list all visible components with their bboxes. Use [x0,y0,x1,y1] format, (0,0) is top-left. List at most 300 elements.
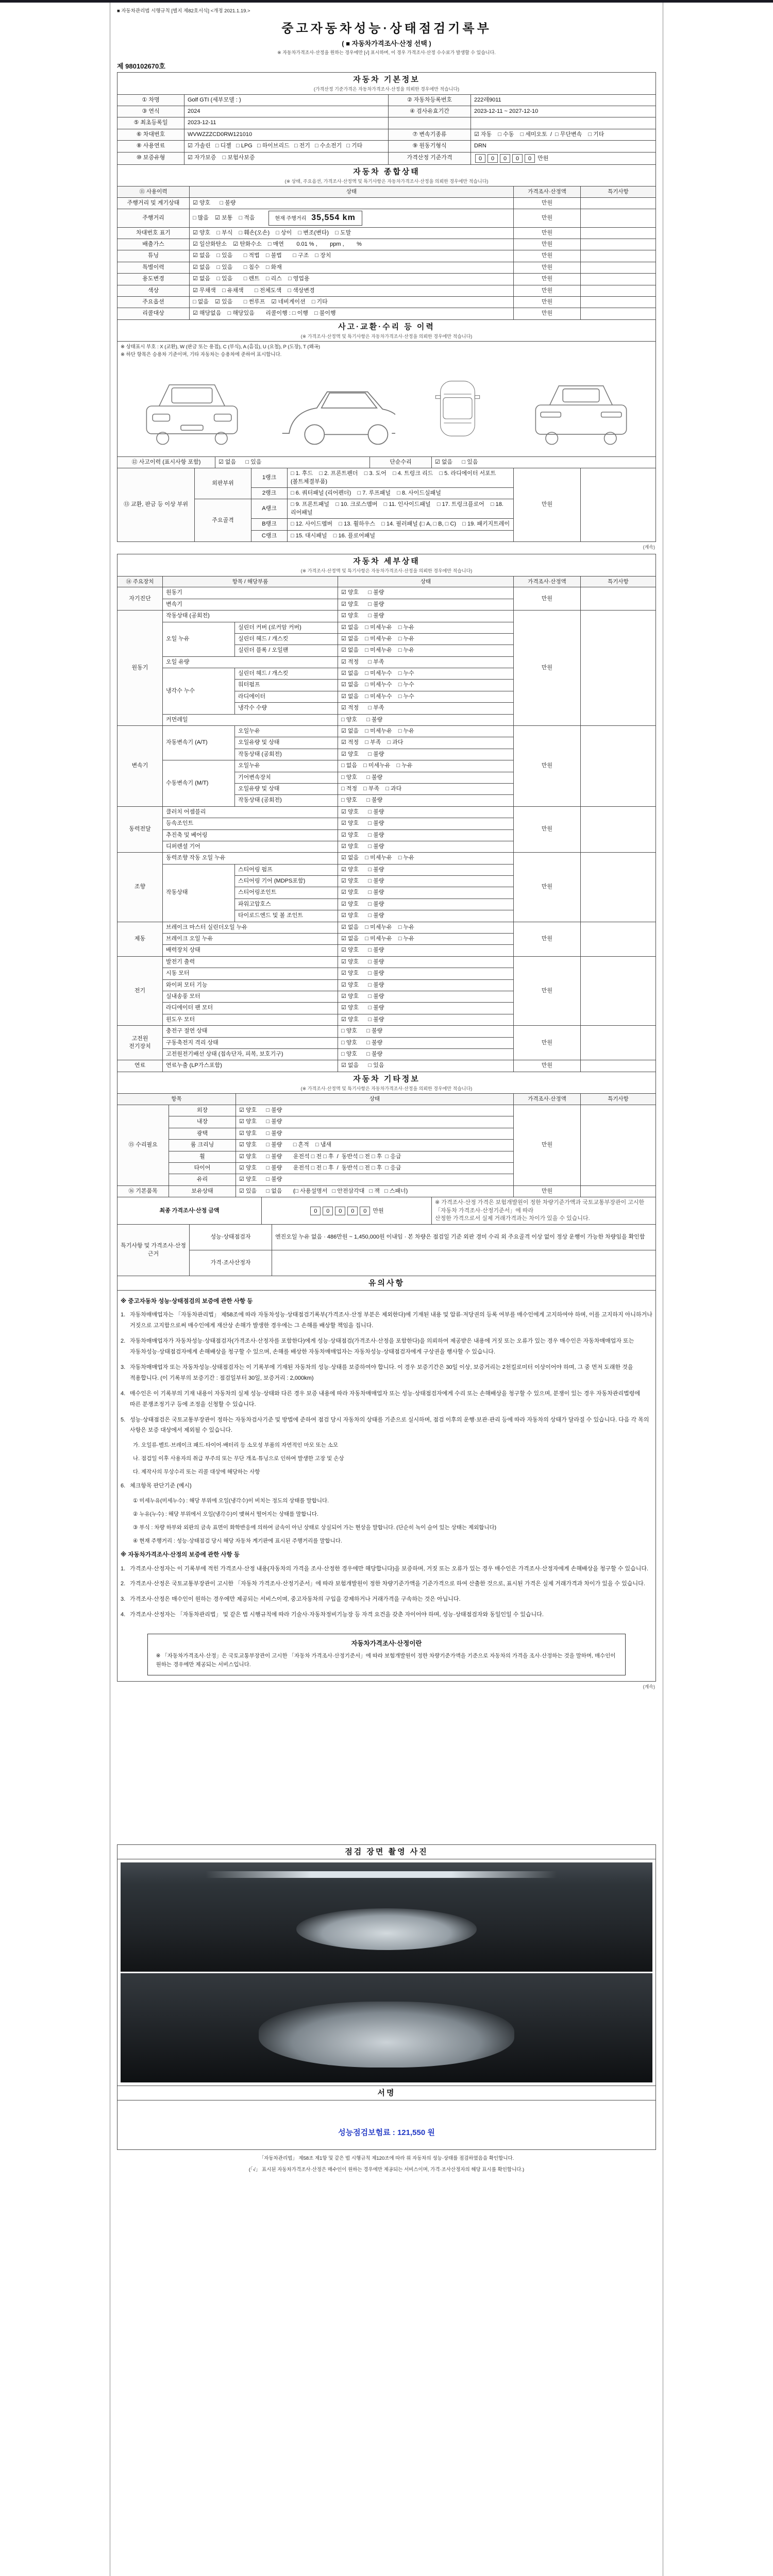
page-subtitle-note: ※ 자동차가격조사·산정을 원하는 경우에만 [√] 표시하며, 이 경우 가격조사·산정 수수료가 발생할 수 있습니다. [277,50,496,55]
detail-state-cell: ☑ 양호 □ 불량 [338,968,514,979]
etc-header-row [117,1094,656,1105]
document [110,3,663,2576]
notice-block2-title: ※ 자동차가격조사·산정의 보증에 관한 사항 등 [121,1552,240,1558]
basic-regno-label: ② 자동차등록번호 [389,94,471,106]
summary-note-cell [581,227,656,239]
basic-items-label: ⑯ 기본품목 [117,1185,169,1197]
etc-state-cell: ☑ 양호 □ 불량 운전석 □ 전 □ 후 / 동반석 □ 전 □ 후 □ 응급 [236,1162,514,1174]
basic-fuel-label: ⑧ 사용연료 [117,141,184,152]
notice-item [121,1481,652,1492]
etc-item-label: 유리 [169,1174,236,1185]
detail-item-label: 등속조인트 [163,818,338,829]
etc-section-title: 자동차 기타정보 [353,1074,420,1083]
detail-header-row [117,576,656,587]
detail-item-label: 원동기 [163,587,338,599]
summary-state-text: ☑ 없음 □ 있음 □ 적법 □ 불법 □ 구조 □ 장치 [193,252,331,259]
diagram-legend-1: ※ 상태표시 부호 : X (교환), W (판금 또는 용접), C (부식), A (흠집), U (요철), P (도장), T (왜곡) [121,344,321,350]
exchange-table [117,468,656,542]
basic-first-value: 2023-12-11 [184,117,389,129]
summary-state-text: □ 많음 ☑ 보통 □ 적음 [193,215,255,222]
summary-price-cell: 만원 [514,274,581,285]
detail-note-cell [580,956,656,1025]
detail-state-cell: ☑ 양호 □ 불량 [338,899,514,910]
detail-state-cell: ☑ 양호 □ 불량 [338,611,514,622]
price-digit-box: 0 [512,154,523,163]
detail-item-label: 배력장치 상태 [163,945,338,956]
detail-device-label: 제동 [117,922,163,956]
rankA-items: □ 9. 프론트패널 □ 10. 크로스멤버 □ 11. 인사이드패널 □ 17. 트렁크플로어 □ 18. 리어패널 [288,499,514,519]
detail-price-cell: 만원 [513,611,580,726]
rank1-label: 1랭크 [251,468,288,488]
basic-first-label: ⑤ 최초등록일 [117,117,184,129]
detail-state-cell: □ 양호 □ 불량 [338,772,514,783]
detail-device-label: 연료 [117,1060,163,1072]
basic-baseprice-value [471,152,656,164]
repair-needed-label: ⑮ 수리필요 [117,1105,169,1186]
legal-footer-line-2: (「√」 표시된 자동차가격조사·산정은 매수인이 원하는 경우에만 제공되는 서비스이며, 가격·조사산정자의 해당 표시를 확인합니다.) [248,2167,525,2173]
summary-price-cell: 만원 [514,250,581,262]
detail-subitem-label: 기어변속장치 [235,772,338,783]
summary-price-cell: 만원 [514,197,581,209]
price-digit-box: 0 [347,1207,358,1215]
summary-state-text: ☑ 무채색 □ 유채색 □ 전체도색 □ 색상변경 [193,287,315,294]
car-rear-diagram [520,365,642,452]
etc-section-band [117,1072,656,1094]
price-digit-box: 0 [500,154,510,163]
detail-note-cell [580,1060,656,1072]
notices-content [117,1291,656,1682]
exchange-price: 만원 [514,468,581,542]
summary-item-label: 특별이력 [117,262,190,273]
detail-device-label: 고전원 전기장치 [117,1026,163,1060]
detail-state-cell: ☑ 없음 □ 미세누유 □ 누유 [338,633,514,645]
notice-list-1 [121,1310,652,1546]
notice-item [121,1388,652,1410]
continued-marker: (계속) [643,545,655,550]
detail-section-note: (※ 가격조사·산정액 및 특기사항은 자동차가격조사·산정을 의뢰한 경우에만 적습니다) [300,568,473,574]
etc-item-label: 광택 [169,1128,236,1139]
detail-device-label: 변속기 [117,726,163,807]
detail-item-label: 시동 모터 [163,968,338,979]
basic-items-sublabel: 보유상태 [169,1185,236,1197]
detail-price-cell: 만원 [513,587,580,611]
summary-section-band [117,164,656,187]
summary-item-label: 튜닝 [117,250,190,262]
insurance-premium-label: 성능점검보험료 : [338,2128,395,2138]
rankB-items: □ 12. 사이드멤버 □ 13. 휠하우스 □ 14. 필러패널 (□ A, □ B, □ C) □ 19. 패키지트레이 [288,519,514,530]
detail-subitem-label: 실린더 헤드 / 개스킷 [235,633,338,645]
summary-item-label: 주요옵션 [117,296,190,308]
summary-state-text: ☑ 해당없음 □ 해당있음 리콜이행 : □ 이행 □ 불이행 [193,310,336,317]
detail-row [117,1060,656,1072]
detail-state-cell: ☑ 양호 □ 불량 [338,956,514,968]
etc-state-cell: ☑ 양호 □ 불량 [236,1105,514,1116]
simple-repair-label: 단순수리 [370,456,432,468]
legal-footer-line-1: 「자동차관리법」 제58조 제1항 및 같은 법 시행규칙 제120조에 따라 위 자동차의 성능·상태를 점검하였음을 확인합니다. [259,2156,514,2162]
current-mileage-label: 현재 주행거리 [275,216,307,222]
summary-row [117,227,656,239]
detail-subitem-label: 실린더 커버 (로커암 커버) [235,622,338,633]
accident-history-label: ⑫ 사고이력 (표시사항 포함) [117,456,215,468]
notice-item-text: 가격조사·산정은 매수인이 원하는 경우에만 제공되는 서비스이며, 중고자동차의 구입을 강제하거나 거래가격을 구속하는 것은 아닙니다. [130,1596,461,1603]
summary-note-cell [581,285,656,296]
summary-state-text: ☑ 양호 □ 불량 [193,199,236,206]
detail-subitem-label: 오일유량 및 상태 [235,783,338,794]
detail-state-cell: ☑ 없음 □ 미세누유 □ 누유 [338,726,514,737]
detail-item-label: 자동변속기 (A/T) [163,726,235,760]
detail-item-label: 발전기 출력 [163,956,338,968]
summary-item-label: 차대번호 표기 [117,227,190,239]
notice-item-text: 자동차매매업자는 「자동차관리법」 제58조에 따라 자동차성능·상태점검기록부(가격조사·산정 부분은 제외한다)에 기재된 내용 및 압류·저당권의 등록 여부를 매수인에게 고지하여야 하며, 이를 고지하지 아니하거나 거짓으로 고지함으로써 매수인에게 재산상 손해가 발생한 경우에는 그 손해를 배상할 책임을 집니다. [130,1312,652,1329]
car-front-diagram [131,365,253,452]
price-digit-box: 0 [335,1207,345,1215]
photos-band [117,1845,656,1859]
summary-state-text: ☑ 양호 □ 부식 □ 훼손(오손) □ 상이 □ 변조(변타) □ 도말 [193,229,351,236]
notice-item [121,1594,652,1605]
rankC-items: □ 15. 대시패널 □ 16. 플로어패널 [288,530,514,541]
detail-state-cell: □ 양호 □ 불량 [338,1037,514,1048]
notice-subitem: 다. 제작사의 무상수리 또는 리콜 대상에 해당하는 사항 [133,1469,260,1476]
summary-state-text: ☑ 일산화탄소 ☑ 탄화수소 □ 매연 0.01 % , ppm , % [193,241,362,247]
accident-history-value: ☑ 없음 □ 있음 [215,456,370,468]
detail-item-label: 와이퍼 모터 기능 [163,979,338,991]
baseprice-unit: 만원 [537,155,549,161]
detail-col-device: ⑭ 주요장치 [117,576,163,587]
detail-note-cell [580,922,656,956]
notices-band [117,1276,656,1291]
basic-vin-label: ⑥ 차대번호 [117,129,184,140]
car-diagram-cell [117,342,656,457]
detail-subitem-label: 파워고압호스 [235,899,338,910]
etc-state-cell: ☑ 양호 □ 불량 [236,1116,514,1128]
notice-item-number: 4. [121,1390,126,1397]
detail-item-label: 오일 누유 [163,622,235,656]
outer-panel-label: 외판부위 [195,468,251,499]
basic-engine-value: DRN [471,141,656,152]
basic-trans-label: ⑦ 변속기종류 [389,129,471,140]
document-number: 제 980102670호 [117,62,165,70]
notice-subitem: ④ 현재 주행거리 : 성능·상태점검 당시 해당 자동차 계기판에 표시된 주행거리를 말합니다. [133,1537,342,1544]
rankB-label: B랭크 [251,519,288,530]
etc-section-note: (※ 가격조사·산정액 및 특기사항은 자동차가격조사·산정을 의뢰한 경우에만 적습니다) [300,1086,473,1091]
photos-title: 점검 장면 촬영 사진 [345,1848,428,1857]
summary-note-cell [581,209,656,227]
detail-row [117,853,656,864]
rank2-items: □ 6. 쿼터패널 (리어펜더) □ 7. 루프패널 □ 8. 사이드실패널 [288,488,514,499]
detail-state-cell: □ 양호 □ 불량 [338,714,514,725]
detail-state-cell: □ 양호 □ 불량 [338,1026,514,1037]
detail-price-cell: 만원 [513,1026,580,1060]
basic-name-label: ① 차명 [117,94,184,106]
detail-price-cell: 만원 [513,806,580,853]
final-price-table [117,1197,656,1225]
detail-subitem-label: 오일누유 [235,760,338,772]
detail-state-cell: ☑ 없음 □ 미세누수 □ 누수 [338,668,514,680]
summary-note-cell [581,239,656,250]
summary-price-cell: 만원 [514,308,581,319]
detail-subitem-label: 스티어링조인트 [235,887,338,899]
detail-state-cell: ☑ 양호 □ 불량 [338,910,514,922]
detail-subitem-label: 작동상태 (공회전) [235,795,338,806]
summary-row [117,274,656,285]
summary-col-item: ⑪ 사용이력 [117,187,190,198]
notice-item-number: 5. [121,1416,126,1423]
notice-item-number: 1. [121,1565,126,1572]
detail-subitem-label: 워터펌프 [235,680,338,691]
summary-state-cell [190,250,514,262]
detail-subitem-label: 실린더 블록 / 오일팬 [235,645,338,656]
summary-item-label: 배출가스 [117,239,190,250]
summary-state-cell [190,285,514,296]
etc-price-cell: 만원 [513,1105,580,1186]
detail-state-cell: ☑ 양호 □ 불량 [338,887,514,899]
inspection-photo-1 [121,1862,652,1972]
notices-table [117,1276,656,1682]
etc-state-cell: ☑ 양호 □ 불량 □ 흔적 □ 냄새 [236,1140,514,1151]
detail-row [117,956,656,968]
summary-state-cell [190,308,514,319]
final-price-value [262,1197,432,1225]
basic-items-state: ☑ 있음 □ 없음 (□ 사용설명서 □ 안전삼각대 □ 잭 □ 스패너) [236,1185,514,1197]
etc-item-label: 타이어 [169,1162,236,1174]
etc-col-price: 가격조사·산정액 [513,1094,580,1105]
detail-item-label: 연료누출 (LP가스포함) [163,1060,338,1072]
basic-year-label: ③ 연식 [117,106,184,117]
accident-section-title: 사고·교환·수리 등 이력 [338,322,435,331]
detail-device-label: 원동기 [117,611,163,726]
detail-state-cell: ☑ 양호 □ 불량 [338,599,514,610]
summary-row [117,250,656,262]
etc-note-cell [580,1105,656,1186]
summary-row [117,308,656,319]
appraiser-remark [272,1250,656,1276]
detail-subitem-label: 타이로드엔드 및 볼 조인트 [235,910,338,922]
notice-item-text: 자동차매매업자가 자동차성능·상태점검자(가격조사·산정자를 포함한다)에게 성능·상태점검(가격조사·산정을 포함한다)을 의뢰하여 제공받은 내용에 거짓 또는 오류가 있는 경우 매수인은 자동차매매업자 또는 자동차성능·상태점검자에게 손해배상을 청구할 수 있으며, 손해를 배상한 자동차매매업자는 자동차성능·상태점검자에게 구상권을 행사할 수 있습니다. [130,1338,634,1355]
detail-item-label: 클러치 어셈블리 [163,806,338,818]
car-top-diagram [416,362,499,455]
summary-price-cell: 만원 [514,296,581,308]
detail-row [117,922,656,933]
summary-state-cell [190,239,514,250]
detail-state-cell: ☑ 양호 □ 불량 [338,876,514,887]
detail-note-cell [580,587,656,611]
insurance-premium-value: 121,550 원 [397,2128,435,2138]
summary-row [117,197,656,209]
summary-col-price: 가격조사·산정액 [514,187,581,198]
etc-state-cell: ☑ 양호 □ 불량 운전석 □ 전 □ 후 / 동반석 □ 전 □ 후 □ 응급 [236,1151,514,1162]
notice-item [121,1415,652,1436]
rank1-items: □ 1. 후드 □ 2. 프론트펜더 □ 3. 도어 □ 4. 트렁크 리드 □ 5. 라디에이터 서포트 (볼트체결부품) [288,468,514,488]
notice-list-2 [121,1564,652,1621]
summary-note-cell [581,250,656,262]
detail-state-cell: ☑ 적정 □ 부족 [338,656,514,668]
price-digit-box: 0 [360,1207,370,1215]
detail-note-cell [580,853,656,922]
summary-price-cell: 만원 [514,285,581,296]
basic-valid-value: 2023-12-11 ~ 2027-12-10 [471,106,656,117]
detail-price-cell: 만원 [513,1060,580,1072]
summary-price-cell: 만원 [514,239,581,250]
page-title: 중고자동차성능·상태점검기록부 [281,22,492,36]
detail-state-cell: ☑ 없음 □ 있음 [338,1060,514,1072]
notice-item-text: 성능·상태점검은 국토교통부장관이 정하는 자동차검사기준 및 방법에 준하여 점검 당시 자동차의 상태를 기준으로 실시하며, 점검 이후의 운행·보관·관리 등에 따라 자동차의 상태가 달라질 수 있습니다. 다음 각 목의 사항은 보증 대상에서 제외될 수 있습니다. [130,1416,649,1434]
continued-marker-2: (계속) [643,1684,655,1690]
detail-device-label: 조향 [117,853,163,922]
detail-subitem-label: 냉각수 수량 [235,703,338,714]
insurance-premium [121,2127,652,2138]
summary-note-cell [581,296,656,308]
detail-state-cell: ☑ 적정 □ 부족 [338,703,514,714]
etc-item-label: 룸 크리닝 [169,1140,236,1151]
detail-item-label: 동력조향 작동 오일 누유 [163,853,338,864]
detail-item-label: 충전구 절연 상태 [163,1026,338,1037]
notice-item-number: 3. [121,1596,126,1603]
summary-note-cell [581,308,656,319]
summary-item-label: 주행거리 및 계기상태 [117,197,190,209]
detail-item-label: 고전원전기배선 상태 (접속단자, 피복, 보호기구) [163,1048,338,1060]
exchange-label: ⑬ 교환, 판금 등 이상 부위 [117,468,195,542]
detail-item-label: 라디에이터 팬 모터 [163,1003,338,1014]
detail-item-label: 디퍼렌셜 기어 [163,841,338,852]
notice-item-number: 6. [121,1482,126,1489]
detail-note-cell [580,611,656,726]
page-subtitle: ( ■ 자동차가격조사·산정 선택 ) [342,40,431,47]
etc-table [117,1072,656,1197]
notice-item [121,1609,652,1620]
accident-table [117,319,656,469]
basic-items-note [580,1185,656,1197]
current-mileage-value: 35,554 km [311,213,356,223]
detail-subitem-label: 실린더 헤드 / 개스킷 [235,668,338,680]
basic-engine-label: ⑨ 원동기형식 [389,141,471,152]
etc-item-label: 외장 [169,1105,236,1116]
detail-section-title: 자동차 세부상태 [353,557,420,566]
summary-item-label: 용도변경 [117,274,190,285]
final-price-digit-boxes [309,1208,371,1214]
photos-table [117,1844,656,2086]
detail-col-price: 가격조사·산정액 [513,576,580,587]
detail-state-cell: ☑ 양호 □ 불량 [338,1003,514,1014]
summary-section-title: 자동차 종합상태 [353,167,420,176]
accident-section-note: (※ 가격조사·산정액 및 특기사항은 자동차가격조사·산정을 의뢰한 경우에만 적습니다) [300,333,473,339]
detail-state-cell: ☑ 없음 □ 미세누유 □ 누유 [338,645,514,656]
detail-state-cell: □ 적정 □ 부족 □ 과다 [338,783,514,794]
detail-state-cell: ☑ 양호 □ 불량 [338,979,514,991]
summary-row [117,209,656,227]
notice-item-text: 체크항목 판단기준 (예시) [130,1482,192,1489]
summary-state-text: ☑ 없음 □ 있음 □ 렌트 □ 리스 □ 영업용 [193,276,310,282]
rank2-label: 2랭크 [251,488,288,499]
detail-item-label: 냉각수 누수 [163,668,235,715]
summary-state-cell [190,209,514,227]
detail-row [117,587,656,599]
detail-subitem-label: 오일누유 [235,726,338,737]
detail-state-cell: ☑ 양호 □ 불량 [338,945,514,956]
basic-fuel-value: ☑ 가솔린 □ 디젤 □ LPG □ 하이브리드 □ 전기 □ 수소전기 □ 기타 [184,141,389,152]
summary-item-label: 색상 [117,285,190,296]
final-price-note: ※ 가격조사·산정 가격은 보험개발원이 정한 차량기준가액과 국토교통부장관이 고시한 「자동차 가격조사·산정기준서」에 따라 산정한 가격으로서 실제 거래가격과는 차이가 있을 수 있습니다. [432,1197,656,1225]
detail-state-cell: ☑ 양호 □ 불량 [338,841,514,852]
detail-state-cell: ☑ 양호 □ 불량 [338,806,514,818]
detail-col-item: 항목 / 해당부품 [163,576,338,587]
summary-price-cell: 만원 [514,209,581,227]
notice-item [121,1362,652,1384]
car-diagrams [121,362,652,455]
detail-price-cell: 만원 [513,922,580,956]
basic-items-row [117,1185,656,1197]
etc-col-item: 항목 [117,1094,236,1105]
notice-subitem: 가. 오일류·벨트·브레이크 패드·타이어·배터리 등 소모성 부품의 자연적인 마모 또는 소모 [133,1442,339,1449]
summary-state-text: ☑ 없음 □ 있음 □ 침수 □ 화재 [193,264,282,270]
detail-device-label: 전기 [117,956,163,1025]
detail-state-cell: ☑ 양호 □ 불량 [338,991,514,1003]
detail-state-cell: □ 없음 □ 미세누유 □ 누유 [338,760,514,772]
notice-block1-title: ※ 중고자동차 성능·상태점검의 보증에 관한 사항 등 [121,1298,253,1305]
summary-section-note: (※ 상태, 주요옵션, 가격조사·산정액 및 특기사항은 자동차가격조사·산정을 의뢰한 경우에만 적습니다) [284,178,489,184]
detail-item-label: 구동축전지 격리 상태 [163,1037,338,1048]
detail-item-label: 브레이크 오일 누유 [163,934,338,945]
detail-state-cell: ☑ 양호 □ 불량 [338,864,514,875]
inspection-photo-2 [121,1973,652,2082]
detail-item-label: 수동변속기 (M/T) [163,760,235,807]
detail-device-label: 자기진단 [117,587,163,611]
photos-cell [117,1859,656,2086]
summary-row [117,262,656,273]
price-appraisal-info-box [147,1634,626,1675]
notice-item-number: 4. [121,1612,126,1618]
detail-state-cell: ☑ 없음 □ 미세누유 □ 누유 [338,853,514,864]
detail-col-note: 특기사항 [580,576,656,587]
basic-section-note: (가격산정 기준가격은 자동차가격조사·산정을 의뢰한 경우에만 적습니다) [313,87,460,92]
summary-col-note: 특기사항 [581,187,656,198]
detail-note-cell [580,806,656,853]
detail-subitem-label: 작동상태 (공회전) [235,749,338,760]
car-side-diagram [274,365,395,452]
notice-item-number: 1. [121,1312,126,1318]
notice-item-text: 매수인은 이 기록부의 기재 내용이 자동차의 실제 성능·상태와 다른 경우 보증 내용에 따라 자동차매매업자 또는 성능·상태점검자에게 수리 또는 손해배상을 청구할 수 있으며, 분쟁이 있는 경우 자동차관리법령에 따른 분쟁조정기구 등에 조정을 신청할 수 있습니다. [130,1390,640,1408]
price-digit-box: 0 [323,1207,333,1215]
detail-price-cell: 만원 [513,956,580,1025]
detail-subitem-label: 오일유량 및 상태 [235,737,338,749]
simple-repair-value: ☑ 없음 □ 있음 [432,456,656,468]
baseprice-digit-boxes [474,155,536,161]
notice-item-text: 가격조사·산정은 국토교통부장관이 고시한 「자동차 가격조사·산정기준서」에 따라 보험개발원이 정한 차량기준가액을 기준가격으로 하여 산출한 것으로, 표시된 가격은 실제 거래가격과 차이가 있을 수 있습니다. [130,1581,645,1587]
etc-item-label: 휠 [169,1151,236,1162]
signature-table [117,2086,656,2150]
detail-state-cell: □ 양호 □ 불량 [338,1048,514,1060]
notice-item [121,1310,652,1331]
etc-item-label: 내장 [169,1116,236,1128]
notice-subitem: 나. 점검일 이후 사용자의 취급 부주의 또는 무단 개조·튜닝으로 인하여 발생한 고장 및 손상 [133,1455,344,1462]
detail-item-label: 윈도우 모터 [163,1014,338,1025]
inspector-label: 성능·상태점검자 [190,1225,272,1250]
detail-state-cell: ☑ 없음 □ 미세누유 □ 누유 [338,934,514,945]
summary-row [117,239,656,250]
summary-note-cell [581,262,656,273]
signature-band [117,2086,656,2100]
accident-section-band [117,319,656,342]
form-ref-note: ■ 자동차관리법 시행규칙 [별지 제82호서식] <개정 2021.1.19.> [117,8,250,14]
summary-table [117,164,656,320]
basic-baseprice-label: 가격산정 기준가격 [389,152,471,164]
detail-item-label: 오일 유량 [163,656,338,668]
etc-col-state: 상태 [236,1094,514,1105]
inspector-remark: 엔진오일 누유 없음 · 486만원 ~ 1,450,000원 이내임 · 본 차량은 점검일 기준 외판 경미 수리 외 주요골격 이상 없이 정상 운행이 가능한 차량임을 확인함 [272,1225,656,1250]
detail-subitem-label: 라디에이터 [235,691,338,702]
etc-state-cell: ☑ 양호 □ 불량 [236,1128,514,1139]
summary-note-cell [581,274,656,285]
rankC-label: C랭크 [251,530,288,541]
